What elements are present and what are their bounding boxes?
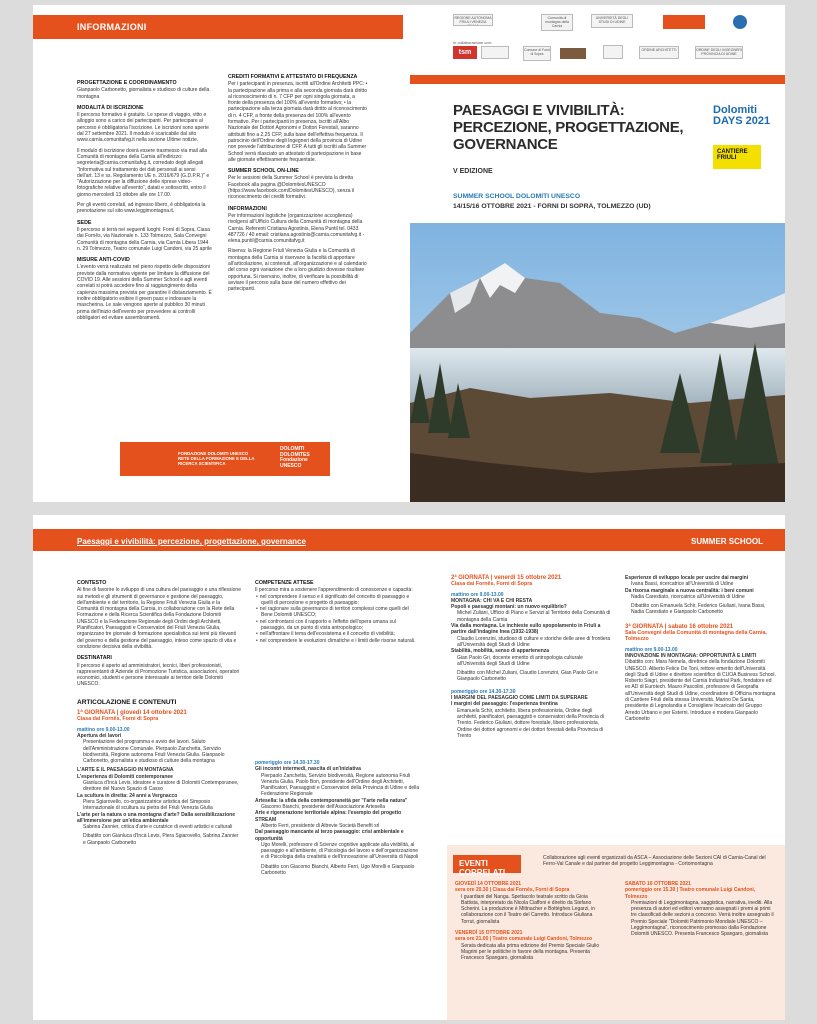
agenda-item: Artesella: la sfida della contemporaneità per "l'arte nella natura": [255, 797, 408, 804]
agenda-text: Alberto Ferri, presidente di Altrevie Società Benefit srl: [261, 822, 380, 829]
section-heading: MISURE ANTI-COVID: [77, 257, 130, 264]
event-thursday: GIOVEDÌ 14 OTTOBRE 2021 sera ore 20.30 | Ciasa dai Fornês, Forni di Sopra I guardiani del Nanga. Spettacolo teatrale scritto da Gioia Battista, interpretato da Nicola Ciaffoni e diretto da Stefano Scherini. La produzione è Mittnacher e Bottéghes Legarzi, in collaborazione con il Teatro del Carretto. Introduce Giuliana Torrut, giornalista VENERDÌ 15 OTTOBRE 2021 sera ore 21.00 | Teatro comunale Luigi Candoni, Tolmezzo Serata dedicata alla prima edizione del Premio Speciale Giulio Magrini per le politiche in favore della montagna. Presenta Francesco Spangaro, giornalista: [455, 881, 600, 962]
agenda-item: Stabilità, mobilità, senso di appartenenza: [451, 648, 550, 655]
agenda-item: L'esperienza di Dolomiti contemporanee: [77, 773, 173, 780]
day-2-afternoon: pomeriggio ore 14.30-17.30: [451, 688, 516, 695]
agenda-text: Ivana Bassi, ricercatrice all'Università di Udine: [631, 581, 734, 588]
collab-label: In collaborazione con:: [453, 40, 492, 45]
logo-tsm: tsm: [453, 46, 477, 59]
brochure-page-1: [33, 5, 785, 502]
footer-band: [120, 442, 330, 476]
agenda-text: Gian Paolo Gri, docente emerito di antropologia culturale all'Università degli Studi di Udine: [457, 654, 583, 667]
related-events-intro: Collaborazione agli eventi organizzati da ASCA – Associazione delle Sezioni CAI di Carnia-Canal del Ferro-Val Canale e dal partner del progetto Leggimontagna - Cortomontagna: [543, 855, 766, 868]
brochure-page-2: [33, 515, 785, 1020]
agenda-text: Dibattito con Gianluca d'Incà Levis, Piera Sgiarovello, Sabrina Zannier e Gianpaolo Carbonetto: [83, 833, 239, 846]
program-column-4: [625, 575, 777, 722]
logo-dolomiti-unesco: [663, 15, 705, 29]
agenda-text: Michel Zuliani, Ufficio di Piano e Servizi al Territorio della Comunità di montagna della Carnia: [457, 610, 611, 623]
list-item: • nel comprendere le evoluzioni climatiche e i limiti delle risorse naturali.: [261, 638, 420, 644]
school-dates: 14/15/16 OTTOBRE 2021 - FORNI DI SOPRA, TOLMEZZO (UD): [453, 203, 651, 210]
program-header-left: Paesaggi e vivibilità: percezione, progettazione, governance: [77, 537, 306, 546]
logo-forni: Comune di Forni di Sopra: [523, 46, 551, 61]
info-column-2: [228, 69, 368, 293]
day-3-location: Sala Convegni della Comunità di montagna della Carnia, Tolmezzo: [625, 630, 767, 643]
agenda-item: L'ARTE E IL PAESAGGIO IN MONTAGNA: [77, 767, 174, 774]
related-events-title: EVENTI CORRELATI: [453, 855, 521, 873]
section-heading: COMPETENZE ATTESE: [255, 580, 314, 586]
mountain-photo: [410, 223, 785, 502]
section-heading: INFORMAZIONI: [228, 205, 267, 212]
section-heading: CREDITI FORMATIVI E ATTESTATO DI FREQUENZA: [228, 74, 358, 80]
agenda-text: Sabrina Zannier, critica d'arte e curatrice di eventi artistici e culturali: [83, 824, 233, 831]
section-text: Il percorso formativo è gratuito. Le spese di viaggio, vitto e alloggio sono a carico dei partecipanti. Per partecipare al percorso è obbligatoria l'iscrizione. Le iscrizioni sono aperte dal 27 settembre 2021. Il modulo è scaricabile dal sito www.carnia.comunitafvg.it nella sezione Ultime notizie.: [77, 112, 209, 144]
section-text: Per i partecipanti in presenza, iscritti all'Ordine Architetti PPC: • la partecipazione alla prima e alla seconda giornata darà diritto al riconoscimento di n. 7 CFP per ogni singola giornata, a fronte della presenza del 100% all'evento formativo; • la partecipazione alla terza giornata darà diritto al riconoscimento di n. 4 CFP, a fronte della presenza del 100% all'evento formativo. Per i partecipanti in presenza, iscritti all'Albo Nazionale dei Dottori Agronomi e Dottori Forestali, saranno attribuiti fino a 2,25 CFP, sulla base dell'effettiva frequenza. Il patrocinio dell'Ordine degli Ingegneri della provincia di Udine non prevede l'attribuzione di CFP. A tutti gli iscritti alla Summer School verrà rilasciato un attestato di partecipazione in base alle giornate effettivamente frequentate.: [228, 81, 368, 163]
agenda-text: Dibattito con Giacomo Bianchi, Alberto Ferri, Ugo Morelli e Gianpaolo Carbonetto: [261, 863, 415, 877]
agenda-item: Arte e rigenerazione territoriale alpina: l'esempio del progetto STREAM: [255, 810, 402, 823]
agenda-text: Ugo Morelli, professore di Scienze cognitive applicate alla vivibilità, al paesaggio e all'ambiente, di Psicologia del lavoro e dell'organizzazione e di Psicologia della creatività e dell'Innovazione all'Università di Napoli: [261, 841, 419, 861]
agenda-text: Pierpaolo Zanchetta, Servizio biodiversità, Regione autonoma Friuli Venezia Giulia. Paolo Bon, presidente dell'Ordine degli Architetti, Pianificatori, Paesaggisti e Conservatori della Provincia di Udine e della Federazione Regionale: [261, 772, 420, 798]
section-text: Per informazioni logistiche (organizzazione accoglienza) rivolgersi all'Ufficio Cultura della Comunità di montagna della Carnia. Referenti Cristiana Agostinis, Elena Puntil tel. 0433 487726 / 40 email: cristiana.agostinis@carnia.comunitafvg.it - elena.puntil@carnia.comunitafvg.it: [228, 212, 365, 245]
info-column-1: [77, 75, 212, 321]
section-text: Gianpaolo Carbonetto, giornalista e studioso di culture della montagna: [77, 87, 210, 100]
agenda-text: Presentazione del programma e avvio dei lavori. Saluto dell'Amministrazione Comunale. Pierpaolo Zanchetta, Servizio biodiversità, Regione autonoma Friuli Venezia Giulia. Gianpaolo Carbonetto, giornalista e studioso di culture della montagna: [83, 739, 225, 765]
section-text: Il percorso mira a sostenere l'apprendimento di conoscenze e capacità:: [255, 587, 413, 594]
agenda-item: Popoli e paesaggi montani: un nuovo equilibrio?: [451, 604, 567, 611]
logo-uniud: UNIVERSITÀ DEGLI STUDI DI UDINE: [591, 14, 633, 28]
section-text: Il percorso è aperto ad amministratori, tecnici, liberi professionisti, rappresentanti di Aziende di Promozione Turistica, associazioni, operatori economici, studenti e persone interessate ai territori delle Dolomiti UNESCO.: [77, 662, 240, 688]
agenda-item: INNOVAZIONE IN MONTAGNA: OPPORTUNITÀ E LIMITI: [625, 652, 757, 659]
agenda-text: Dibattito con: Mara Nemela, direttrice della fondazione Dolomiti UNESCO. Alberto Felice De Toni, rettore emerito dell'Università degli Studi di Udine e direttore scientifico di CUOA Business School. Roberto Siagri, presidente del Carnia Industrial Park, fondatore ed ex AD di Eurotech. Mauro Pascolini, professore di Geografia all'Università degli Studi di Udine, coordinatore di Officina montagna di Cantiere Friuli della stessa Università. Marino De Santa, presidente di Legnolandia e Consigliere Incaricato del Gruppo Arredo Urbano e per Esterni. Introduce e modera Gianpaolo Carbonetto: [625, 659, 776, 722]
agenda-text: Dibattito con Michel Zuliani, Claudio Lorenzini, Gian Paolo Gri e Gianpaolo Carbonetto: [457, 670, 598, 683]
agenda-item: MONTAGNA: CHI VA E CHI RESTA: [451, 597, 533, 604]
edition: V EDIZIONE: [453, 168, 493, 175]
header-bar: [33, 15, 403, 39]
logo-regione: REGIONE AUTONOMA FRIULI VENEZIA GIULIA: [454, 16, 492, 26]
section-text: Al fine di favorire lo sviluppo di una cultura del paesaggio e una riflessione sui metodi e gli strumenti di governance e gestione del paesaggio, dell'ambiente e del territorio, la Regione Friuli Venezia Giulia e la Comunità di montagna della Carnia, in collaborazione con la Rete della Formazione e della Ricerca Scientifica della Fondazione Dolomiti UNESCO e la Federazione Regionale degli Ordini degli Architetti, Pianificatori, Paesaggisti e Conservatori del Friuli Venezia Giulia, organizzano tre giornate di formazione specialistica sui temi più rilevanti del governo e della gestione del paesaggio, inteso come spazio di vita e condizione decisiva della vivibilità.: [77, 587, 241, 650]
logo-ibex: [560, 48, 586, 59]
event-saturday: SABATO 16 OTTOBRE 2021 pomeriggio ore 15.30 | Teatro comunale Luigi Candoni, Tolmezzo Premiazioni di Leggimontagna, saggistica, narrativa, inediti. Alla presenza di autori ed editori verranno assegnati i premi ai primi tre classificati delle sezioni a concorso. Verrà inoltre assegnato il Premio Speciale "Dolomiti Patrimonio Mondiale UNESCO – Leggimontagna", riconoscimento promosso dalla Fondazione Dolomiti UNESCO. Presenta Francesco Spangaro, giornalista: [625, 881, 774, 938]
brochure-title: PAESAGGI E VIVIBILITÀ: PERCEZIONE, PROGETTAZIONE, GOVERNANCE: [453, 102, 684, 153]
logo-ordine: [603, 45, 623, 59]
agenda-text: Piera Sgiarovello, co-organizzatrice artistica del Simposio Internazionale di scultura su pietra del Friuli Venezia Giulia: [83, 798, 213, 812]
agenda-item: La scultura in diretta: 24 anni a Vergnacco: [77, 792, 178, 799]
agenda-text: Claudio Lorenzini, studioso di culture e storiche delle aree di frontiera all'Università degli Studi di Udine: [457, 635, 611, 648]
agenda-text: Giacomo Bianchi, presidente dell'Associazione Artesella: [261, 804, 386, 811]
list-item: • nell'affrontare il tema dell'ecosistema e il concetto di vivibilità;: [261, 631, 420, 637]
agenda-text: Dibattito con Emanuela Schir, Federico Giuliani, Ivana Bassi, Nadia Carestiato e Gianpaolo Carbonetto: [631, 603, 766, 616]
section-text: L'evento verrà realizzato nel pieno rispetto delle disposizioni previste dalla normativa vigente per limitare la diffusione del COVID 19. Alle sessioni della Summer School e agli eventi correlati si potrà accedere fino al raggiungimento della capienza massima prevista per garantire il distanziamento. È inoltre obbligatorio esibire il green pass e indossare la mascherina. Le sale vengono aperte al pubblico 30 minuti prima dell'inizio dell'evento per provvedere ai controlli obbligatori ed evitare assembramenti.: [77, 264, 212, 321]
section-text: Riserva: la Regione Friuli Venezia Giulia e la Comunità di montagna della Carnia si riservano la facoltà di apportare all'articolazione, ai contenuti, all'organizzazione e al calendario del corso ogni variazione che a loro giudizio dovesse risultare opportuna. Si riservano, inoltre, di verificare la possibilità di avviare il percorso sulla base del numero effettivo dei partecipanti.: [228, 248, 367, 293]
day-1-location: Ciasa dai Fornês, Forni di Sopra: [77, 716, 159, 723]
section-heading: SUMMER SCHOOL ON-LINE: [228, 168, 299, 175]
agenda-item: Gli incontri intermedi, nascita di un'iniziativa: [255, 766, 361, 773]
day-2-title: 2ª GIORNATA | venerdì 15 ottobre 2021: [451, 575, 562, 581]
competence-list: [255, 594, 420, 644]
section-text: Per gli eventi correlati, ad ingresso libero, è obbligatoria la prenotazione sul sito www.leggimontagna.it.: [77, 202, 206, 215]
dolomiti-days-logo: Dolomiti DAYS 2021: [713, 104, 771, 127]
section-text: Il percorso si terrà nei seguenti luoghi: Forni di Sopra, Ciasa dai Fornês, via Nazionale n. 133 Tolmezzo, Sala Convegni Comunità di montagna della Carnia, via Carnia Libera 1944 n. 29 Tolmezzo, Teatro comunale Luigi Candoni, via 25 aprile: [77, 226, 212, 252]
logo-carnia: Comunità di montagna della Carnia: [541, 14, 573, 31]
day-3-morning: mattino ore 9.00-13.00: [625, 646, 678, 653]
agenda-item: L'arte per la natura o una montagna d'arte? Dalla sensibilizzazione all'immersione per un'etica ambientale: [77, 811, 235, 824]
program-column-1: [77, 575, 242, 846]
program-column-2: [255, 575, 420, 876]
agenda-text: Gianluca d'Incà Levis, ideatore e curatore di Dolomiti Contemporanee, direttore del Nuovo Spazio di Casso: [83, 780, 239, 793]
section-text: Per le sessioni della Summer School è prevista la diretta Facebook alla pagina @DolomitesUNESCO (https://www.facebook.com/DolomitesUNESCO), senza il riconoscimento dei crediti formativi.: [228, 175, 355, 201]
logo-ingegneri: ORDINE DEGLI INGEGNERI PROVINCIA DI UDINE: [695, 46, 743, 59]
cantiere-friuli-logo: CANTIERE FRIULI: [713, 145, 761, 169]
school-name: SUMMER SCHOOL DOLOMITI UNESCO: [453, 193, 581, 200]
list-item: • nel confrontarsi con il rapporto e l'effetto dell'opera umana sul paesaggio, da un punto di vista antropologico;: [261, 619, 420, 632]
logo-unesco-seal: [733, 15, 747, 29]
day-1-morning: mattino ore 9.00-13.00: [77, 726, 130, 733]
section-heading: CONTESTO: [77, 580, 107, 586]
list-item: • nel comprendere il senso e il significato del concetto di paesaggio e quelli di percezione e progetto di paesaggio;: [261, 594, 420, 607]
agenda-item: Via dalla montagna. Le inchieste sullo spopolamento in Friuli a partire dall'indagine Inea (1932-1938): [451, 623, 601, 636]
section-text: Il modulo di iscrizione dovrà essere trasmesso via mail alla Comunità di montagna della Carnia all'indirizzo: segreteria@carnia.comunitafvg.it, corredato degli allegati "Informativa sul trattamento dei dati personali ai sensi dell'art. 13 e ss. Regolamento UE n. 2016/679 (G.D.P.R.)" e "Autorizzazione per la diffusione delle riprese video-fotografiche relative all'evento", datati e sottoscritti, entro il giorno mercoledì 13 ottobre alle ore 17.00.: [77, 147, 210, 198]
agenda-item: I MARGINI DEL PAESAGGIO COME LIMITI DA SUPERARE: [451, 695, 588, 702]
logo-step: [481, 46, 509, 59]
header-title: INFORMAZIONI: [77, 22, 147, 32]
agenda-item: I margini del paesaggio: l'esperienza trentina: [451, 701, 558, 708]
agenda-item: Da risorsa marginale a nuova centralità: i beni comuni: [625, 587, 754, 594]
title-bar: [410, 75, 785, 84]
agenda-item: Esperienze di sviluppo locale per uscire dai margini: [625, 575, 749, 581]
program-header-right: SUMMER SCHOOL: [691, 537, 763, 546]
related-events-box: [447, 845, 785, 1020]
agenda-item: Dal paesaggio mancante al terzo paesaggio: crisi ambientale e opportunità: [255, 829, 404, 842]
section-heading: MODALITÀ DI ISCRIZIONE: [77, 104, 144, 111]
logo-architetti: ORDINE ARCHITETTI: [639, 46, 679, 59]
day-3-title: 3ª GIORNATA | sabato 16 ottobre 2021: [625, 623, 734, 630]
section-heading: ARTICOLAZIONE E CONTENUTI: [77, 698, 177, 706]
agenda-text: Nadia Carestiato, ricercatrice all'Università di Udine: [631, 593, 745, 600]
program-column-3: [451, 575, 611, 739]
footer-right-text: DOLOMITI DOLOMITES Fondazione UNESCO: [280, 446, 310, 469]
section-heading: PROGETTAZIONE E COORDINAMENTO: [77, 80, 177, 86]
day-2-morning: mattino ore 9.00-13.00: [451, 591, 504, 598]
agenda-text: Emanuela Schir, architetto, libera professionista, Ordine degli architetti, pianificatori, paesaggisti e conservatori della Provincia di Trento. Federico Giuliani, dottore forestale, libero professionista, Ordine dei dottori agronomi e dei dottori forestali della Provincia di Trento: [457, 707, 605, 739]
section-heading: DESTINATARI: [77, 655, 112, 662]
day-1-afternoon: pomeriggio ore 14.30-17.30: [255, 759, 320, 766]
section-heading: SEDE: [77, 219, 92, 226]
list-item: • nel ragionare sulla governance di territori complessi come quelli del Bene Dolomiti UNESCO;: [261, 606, 420, 619]
agenda-item: Apertura dei lavori: [77, 732, 122, 739]
day-2-location: Ciasa dai Fornês, Forni di Sopra: [451, 581, 533, 588]
day-1-title: 1ª GIORNATA | giovedì 14 ottobre 2021: [77, 710, 187, 717]
footer-left-text: FONDAZIONE DOLOMITI UNESCO RETE DELLA FORMAZIONE E DELLA RICERCA SCIENTIFICA: [178, 451, 255, 466]
program-header-bar: [33, 529, 785, 551]
